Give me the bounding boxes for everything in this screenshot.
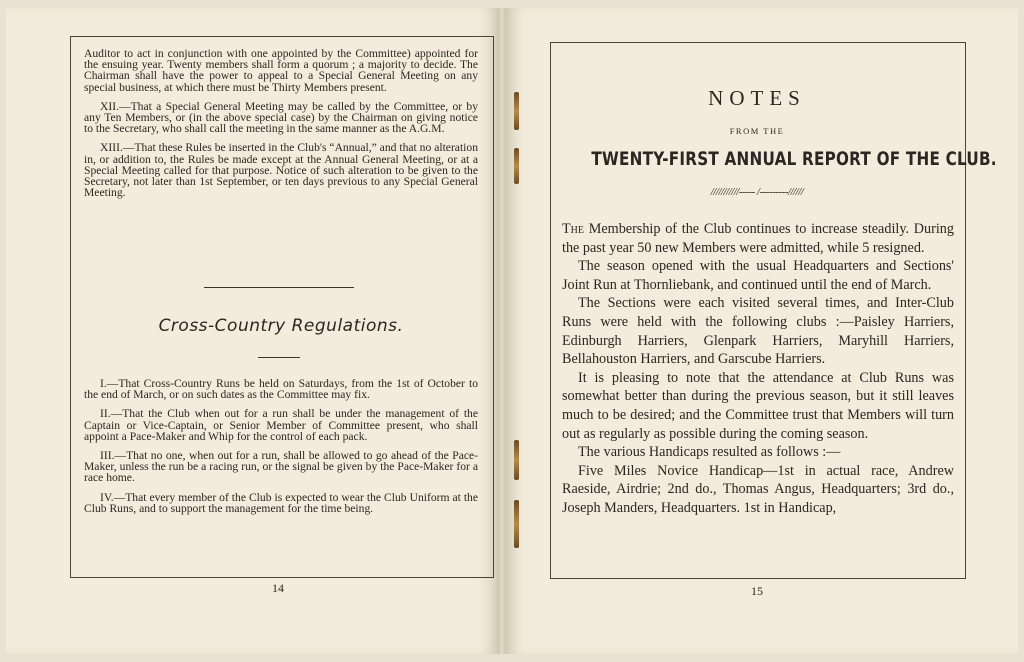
notes-heading: NOTES bbox=[708, 86, 806, 110]
rule-xiii: XIII.—That these Rules be inserted in the Club's “Annual,” and that no alteration in, or addition to, the Rules be made except at the Annual General Meeting, or at a Special Meeting called for that purpose. Notice of such alteration to be given to the Secretary, not later than 1st September, or ten days previous to any Special General Meeting. bbox=[84, 141, 478, 200]
from-the-label: FROM THE bbox=[729, 126, 785, 136]
page-number-left: 14 bbox=[272, 581, 284, 595]
regulation-i: I.—That Cross-Country Runs be held on Saturdays, from the 1st of October to the end of March, or on such dates as the Committee may fix. bbox=[84, 377, 478, 402]
title-underline bbox=[258, 357, 300, 358]
paragraph-membership-text: Membership of the Club continues to increase steadily. During the past year 50 new Members were admitted, while 5 resigned. bbox=[562, 221, 954, 256]
paragraph-lead-word: The bbox=[562, 221, 584, 237]
ornamental-divider: ///////////----- /---------////// bbox=[710, 186, 804, 198]
cross-country-title: Cross-Country Regulations. bbox=[158, 316, 404, 336]
binding-stitch bbox=[514, 92, 519, 130]
regulation-ii: II.—That the Club when out for a run shall be under the management of the Captain or Vice-Captain, or Senior Member of Committee present, who shall appoint a Pace-Maker and Whip for the control of each pack. bbox=[84, 407, 478, 443]
page-number-right: 15 bbox=[751, 584, 763, 598]
paragraph-novice-handicap: Five Miles Novice Handicap—1st in actual race, Andrew Raeside, Airdrie; 2nd do., Thomas Angus, Headquarters; 3rd do., Joseph Manders, Headquarters. 1st in Handicap, bbox=[562, 462, 954, 516]
cross-country-regulations bbox=[84, 378, 478, 514]
paragraph-attendance: It is pleasing to note that the attendance at Club Runs was somewhat better than during the previous season, but it still leaves much to be desired; and the Committee trust that Members will turn out as regularly as possible during the coming season. bbox=[562, 369, 954, 442]
paragraph-handicaps: The various Handicaps resulted as follows :— bbox=[578, 444, 841, 461]
book-gutter bbox=[498, 8, 506, 654]
paragraph-season: The season opened with the usual Headquarters and Sections' Joint Run at Thornliebank, and continued until the end of March. bbox=[562, 258, 954, 293]
binding-stitch bbox=[514, 440, 519, 480]
paragraph-membership bbox=[562, 220, 954, 257]
report-notes-body bbox=[562, 220, 954, 518]
binding-stitch bbox=[514, 148, 519, 184]
rule-xii: XII.—That a Special General Meeting may be called by the Committee, or by any Ten Members, or (in the above special case) by the Chairman on giving notice to the Secretary, who shall call the meeting in the same manner as the A.G.M. bbox=[84, 99, 478, 136]
regulation-iii: III.—That no one, when out for a run, shall be allowed to go ahead of the Pace-Maker, unless the run be a racing run, or the signal be given by the Pace-Maker for a race home. bbox=[84, 449, 478, 485]
regulation-iv: IV.—That every member of the Club is expected to wear the Club Uniform at the Club Runs, and to support the management for the time being. bbox=[84, 490, 478, 515]
report-title: TWENTY-FIRST ANNUAL REPORT OF THE CLUB. bbox=[591, 148, 997, 170]
rules-continued bbox=[84, 48, 478, 198]
section-divider bbox=[204, 287, 354, 288]
rules-top-paragraph: Auditor to act in conjunction with one appointed by the Committee) appointed for the ensuing year. Twenty members shall form a quorum ; a majority to decide. The Chairman shall have the power to appeal to a Special General Meeting on any special business, at which there must be Thirty Members present. bbox=[84, 47, 478, 94]
paragraph-sections: The Sections were each visited several times, and Inter-Club Runs were held with the following clubs :—Paisley Harriers, Edinburgh Harriers, Glenpark Harriers, Maryhill Harriers, Bellahouston Harriers, and Garscube Harriers. bbox=[562, 295, 954, 368]
binding-stitch bbox=[514, 500, 519, 548]
